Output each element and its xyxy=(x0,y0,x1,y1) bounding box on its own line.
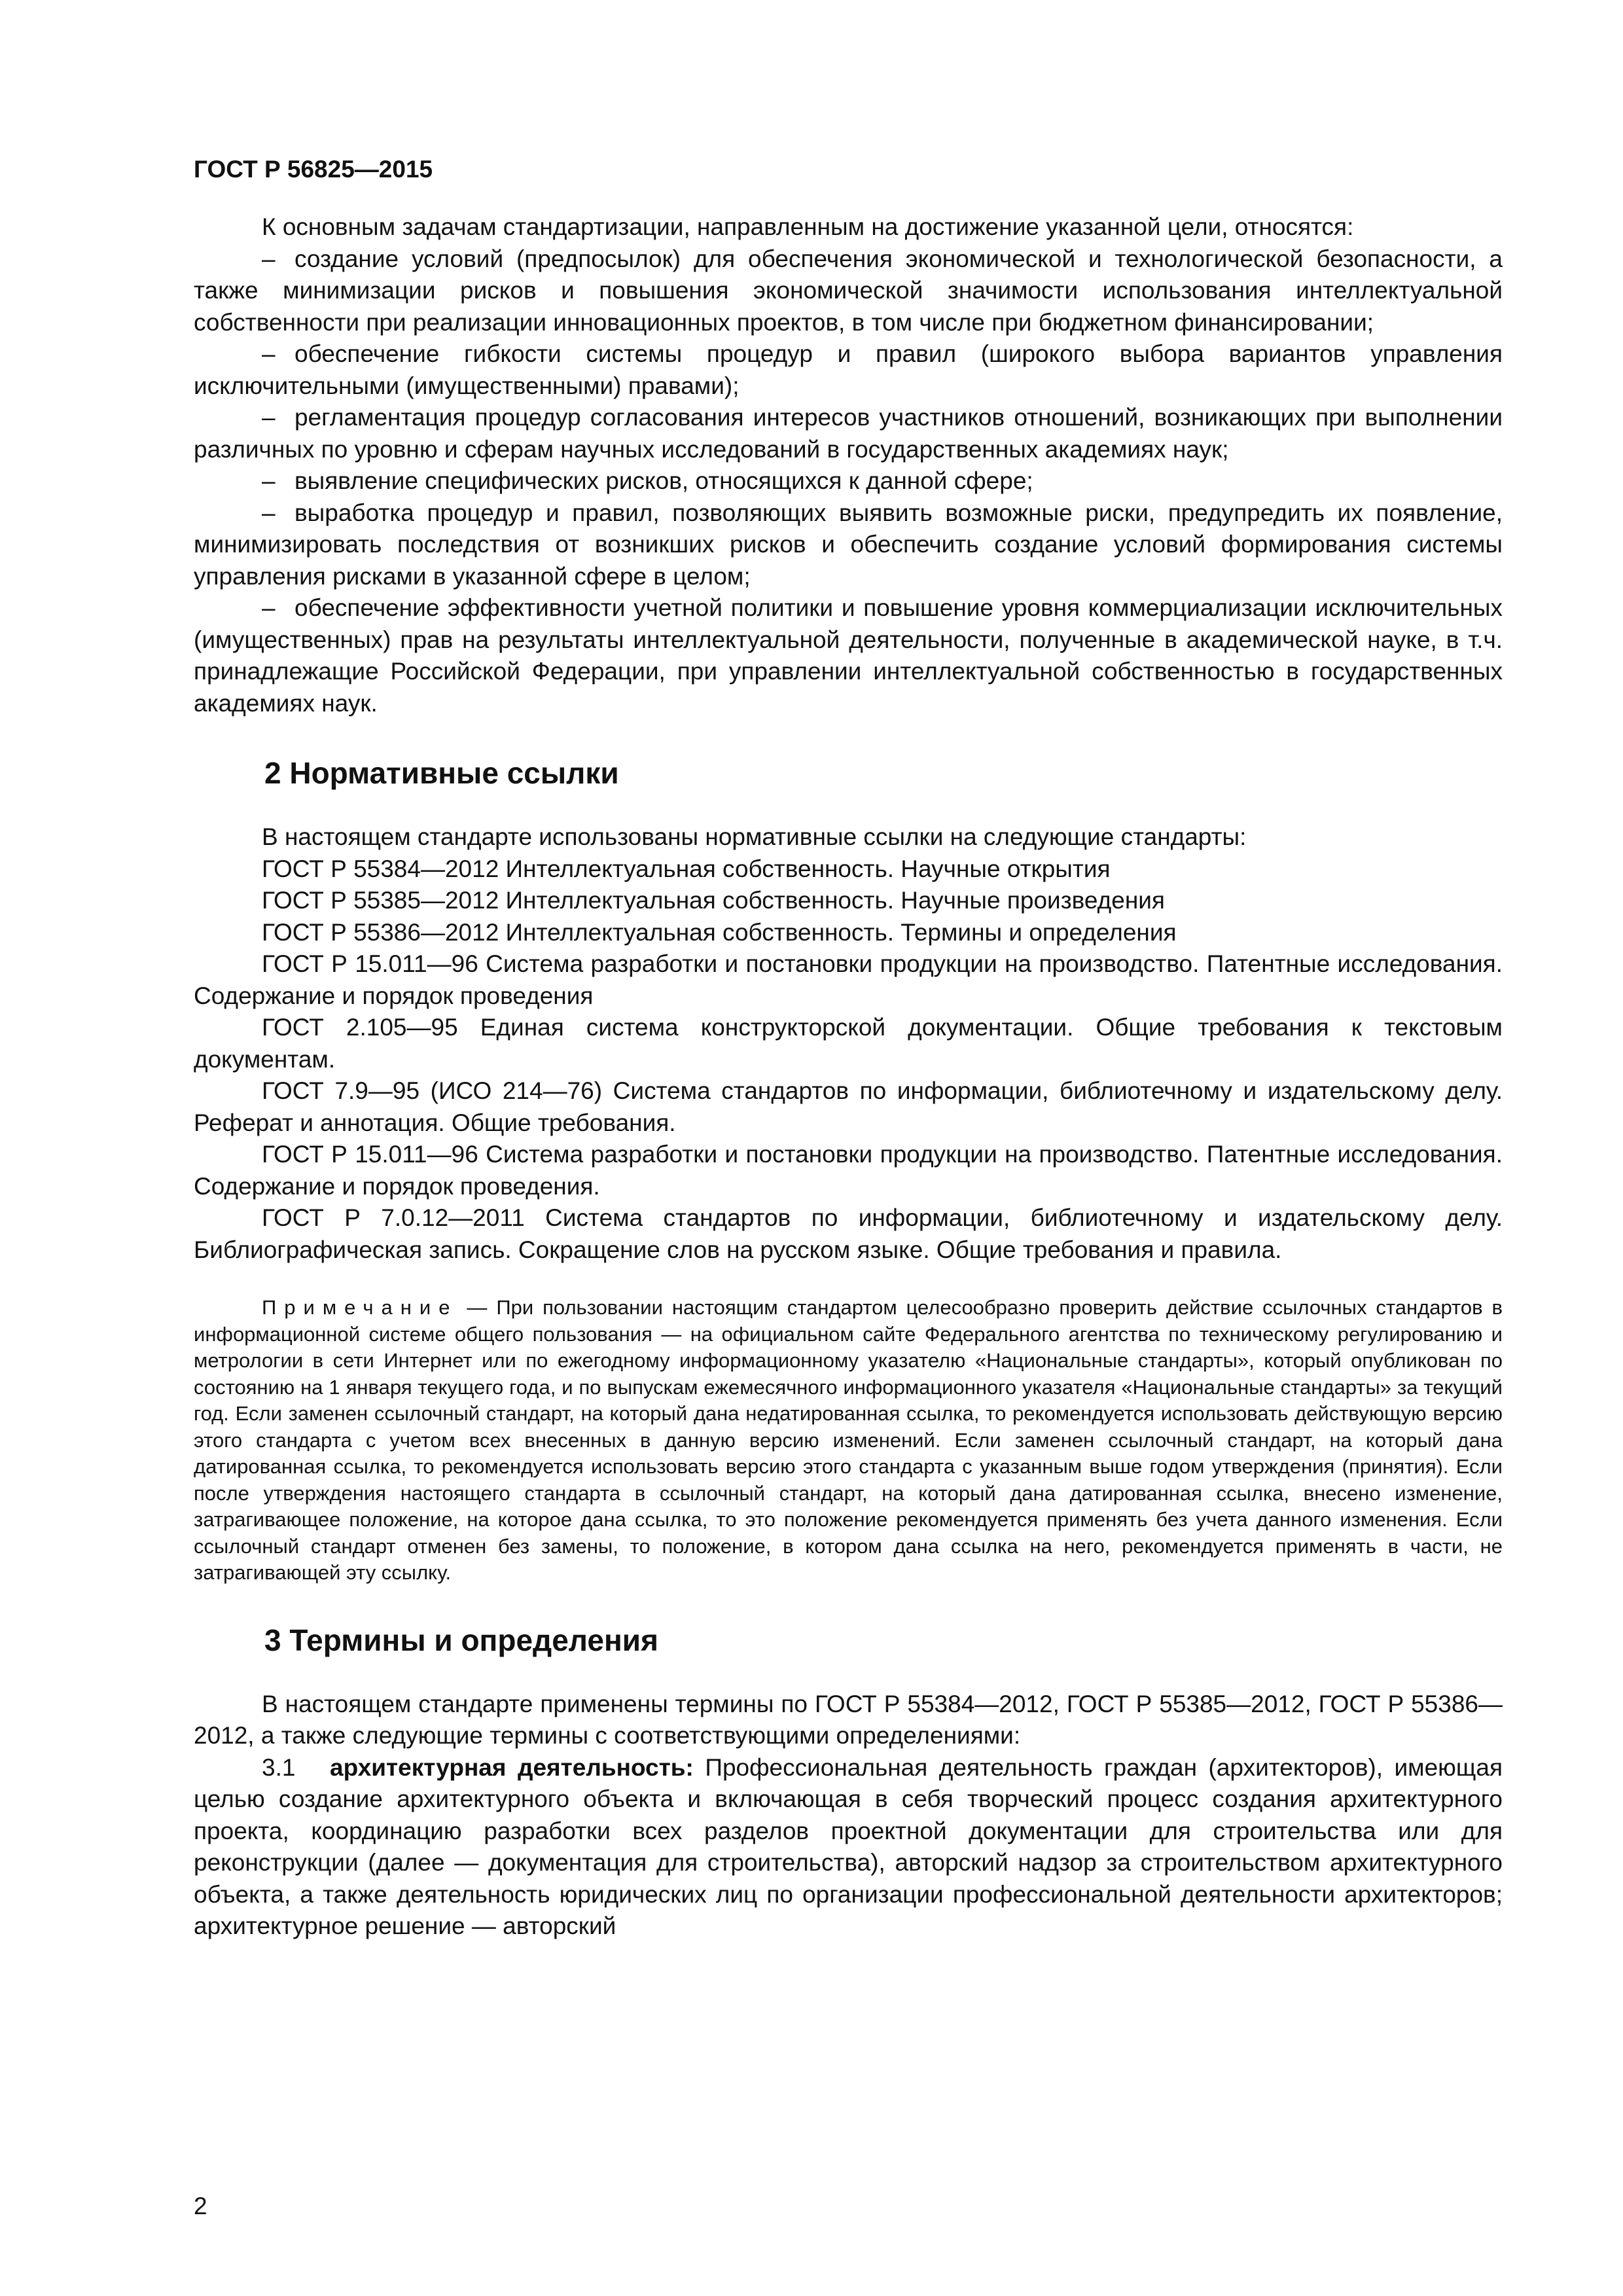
normative-reference: ГОСТ Р 15.011—96 Система разработки и постановки продукции на производство. Патентные исследования. Содержание и порядок проведения. xyxy=(194,1141,1503,1200)
section-2-title: 2 Нормативные ссылки xyxy=(264,756,619,790)
intro-list-item: – обеспечение гибкости системы процедур и правил (широкого выбора вариантов управления исключительными (имущественными) правами); xyxy=(194,338,1503,402)
intro-list-item: – регламентация процедур согласования интересов участников отношений, возникающих при выполнении различных по уровню и сферам научных исследований в государственных академиях наук; xyxy=(194,402,1503,465)
note-text: — При пользовании настоящим стандартом целесообразно проверить действие ссылочных стандартов в информационной системе общего пользования — на официальном сайте Федерального агентства по техническому регулированию и метрологии в сети Интернет или по ежегодному информационному указателю «Национальные стандарты», который опубликован по состоянию на 1 января текущего года, и по выпускам ежемесячного информационного указателя «Национальные стандарты» за текущий год. Если заменен ссылочный стандарт, на который дана недатированная ссылка, то рекомендуется использовать действующую версию этого стандарта с учетом всех внесенных в данную версию изменений. Если заменен ссылочный стандарт, на который дана датированная ссылка, то рекомендуется использовать версию этого стандарта с указанным выше годом утверждения (принятия). Если после утверждения настоящего стандарта в ссылочный стандарт, на который дана датированная ссылка, внесено изменение, затрагивающее положение, на которое дана ссылка, то это положение рекомендуется применять без учета данного изменения. Если ссылочный стандарт отменен без замены, то положение, в котором дана ссылка на него, рекомендуется применять в части, не затрагивающей эту ссылку. xyxy=(194,1296,1503,1584)
intro-list-item: – создание условий (предпосылок) для обеспечения экономической и технологической безопасности, а также минимизации рисков и повышения экономической значимости использования интеллектуальной собственности при реализации инновационных проектов, в том числе при бюджетном финансировании; xyxy=(194,243,1503,339)
intro-list-item: – выработка процедур и правил, позволяющих выявить возможные риски, предупредить их появление, минимизировать последствия от возникших рисков и обеспечить создание условий формирования системы управления рисками в указанной сфере в целом; xyxy=(194,497,1503,593)
intro-list-item: – обеспечение эффективности учетной политики и повышение уровня коммерциализации исключительных (имущественных) прав на результаты интеллектуальной деятельности, полученные в академической науке, в т.ч. принадлежащие Российской Федерации, при управлении интеллектуальной собственностью в государственных академиях наук. xyxy=(194,592,1503,719)
normative-reference: ГОСТ Р 15.011—96 Система разработки и постановки продукции на производство. Патентные исследования. Содержание и порядок проведения xyxy=(194,950,1503,1009)
dash-bullet: – xyxy=(262,499,276,526)
normative-reference: ГОСТ 7.9—95 (ИСО 214—76) Система стандартов по информации, библиотечному и издательскому делу. Реферат и аннотация. Общие требования. xyxy=(194,1077,1503,1136)
dash-bullet: – xyxy=(262,340,276,367)
intro-list-item: – выявление специфических рисков, относящихся к данной сфере; xyxy=(194,465,1503,497)
dash-bullet: – xyxy=(262,594,276,621)
document-code-header: ГОСТ Р 56825—2015 xyxy=(194,156,433,183)
dash-bullet: – xyxy=(262,404,276,431)
normative-reference: ГОСТ Р 55384—2012 Интеллектуальная собственность. Научные открытия xyxy=(262,855,1111,882)
intro-lead: К основным задачам стандартизации, направленным на достижение указанной цели, относятся: xyxy=(262,213,1354,240)
term-entry xyxy=(194,1752,1503,1943)
term-name: архитектурная деятельность: xyxy=(330,1753,694,1781)
normative-reference: ГОСТ Р 55385—2012 Интеллектуальная собственность. Научные произведения xyxy=(262,887,1165,914)
section-3-title: 3 Термины и определения xyxy=(264,1623,658,1657)
normative-reference: ГОСТ Р 7.0.12—2011 Система стандартов по информации, библиотечному и издательскому делу. Библиографическая запись. Сокращение слов на русском языке. Общие требования и правила. xyxy=(194,1204,1503,1263)
term-definition: Профессиональная деятельность граждан (архитекторов), имеющая целью создание архитектурного объекта и включающая в себя творческий процесс создания архитектурного проекта, координацию разработки всех разделов проектной документации для строительства или для реконструкции (далее — документация для строительства), авторский надзор за строительством архитектурного объекта, а также деятельность юридических лиц по организации профессиональной деятельности архитекторов; архитектурное решение — авторский xyxy=(194,1753,1503,1939)
normative-reference: ГОСТ 2.105—95 Единая система конструкторской документации. Общие требования к текстовым документам. xyxy=(194,1014,1503,1073)
note-label: Примечание xyxy=(262,1296,458,1319)
page-number: 2 xyxy=(194,2193,207,2219)
normative-reference: ГОСТ Р 55386—2012 Интеллектуальная собственность. Термины и определения xyxy=(262,918,1177,946)
section-3-lead: В настоящем стандарте применены термины по ГОСТ Р 55384—2012, ГОСТ Р 55385—2012, ГОСТ Р 55386—2012, а также следующие термины с соответствующими определениями: xyxy=(194,1690,1503,1749)
section-2-lead: В настоящем стандарте использованы нормативные ссылки на следующие стандарты: xyxy=(262,823,1247,850)
dash-bullet: – xyxy=(262,245,276,272)
section-2-note xyxy=(194,1295,1503,1587)
term-number: 3.1 xyxy=(262,1753,296,1781)
document-page xyxy=(194,154,1503,1943)
dash-bullet: – xyxy=(262,467,276,494)
